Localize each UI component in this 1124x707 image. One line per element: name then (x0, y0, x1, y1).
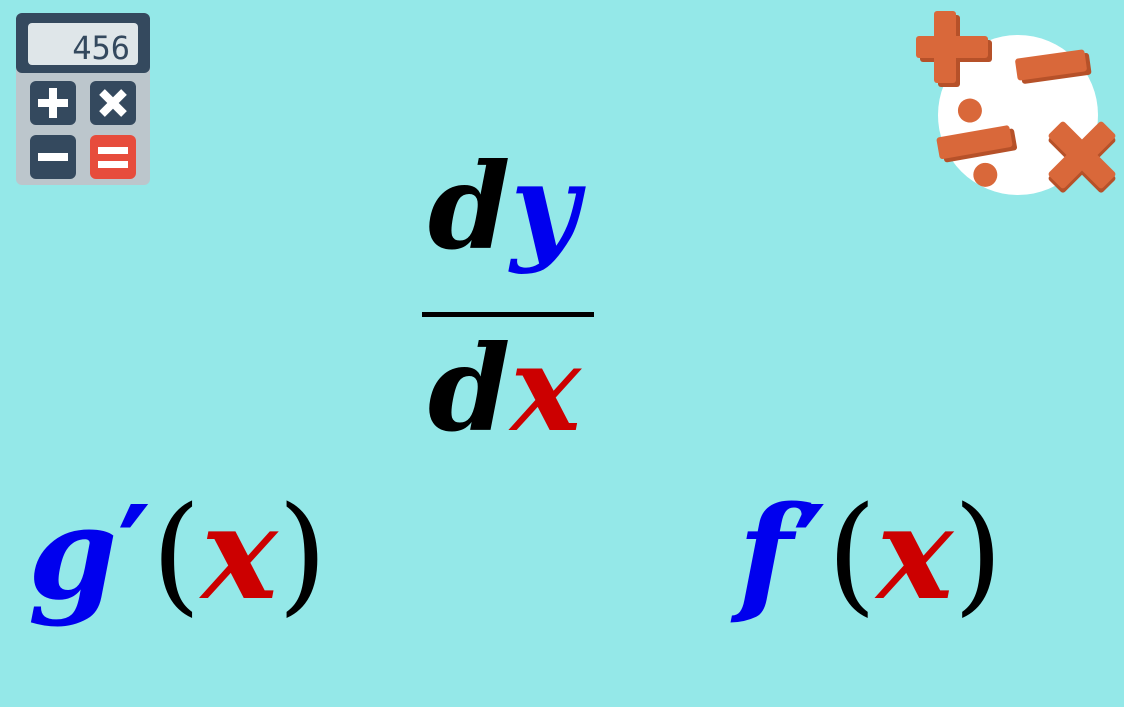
f-function: f (738, 479, 794, 629)
math-operations-icon (916, 10, 1116, 200)
g-function: g (28, 479, 118, 629)
f-prime-expression (738, 479, 1003, 629)
f-prime-mark: ′ (793, 479, 827, 629)
g-open-paren: ( (151, 480, 202, 629)
g-argument-x: x (201, 479, 278, 629)
plus-key-v (49, 88, 57, 118)
g-prime-expression (28, 479, 328, 629)
numerator-y: y (510, 137, 580, 276)
calculator-icon (16, 13, 150, 185)
equals-key-bottom (98, 161, 128, 168)
g-prime-mark: ′ (117, 479, 152, 629)
derivative-denominator (428, 319, 581, 458)
equals-key-top (98, 147, 128, 154)
minus-key-bar (38, 153, 68, 161)
f-close-paren: ) (953, 480, 1003, 629)
numerator-d: d (428, 137, 511, 276)
denominator-x: x (510, 319, 581, 458)
f-argument-x: x (876, 479, 954, 629)
derivative-numerator (428, 137, 580, 276)
calculator-display: 456 (72, 29, 130, 67)
fraction-bar (422, 312, 594, 317)
equals-key (90, 135, 136, 179)
g-close-paren: ) (277, 480, 328, 629)
f-open-paren: ( (826, 480, 877, 629)
denominator-d: d (428, 319, 511, 458)
